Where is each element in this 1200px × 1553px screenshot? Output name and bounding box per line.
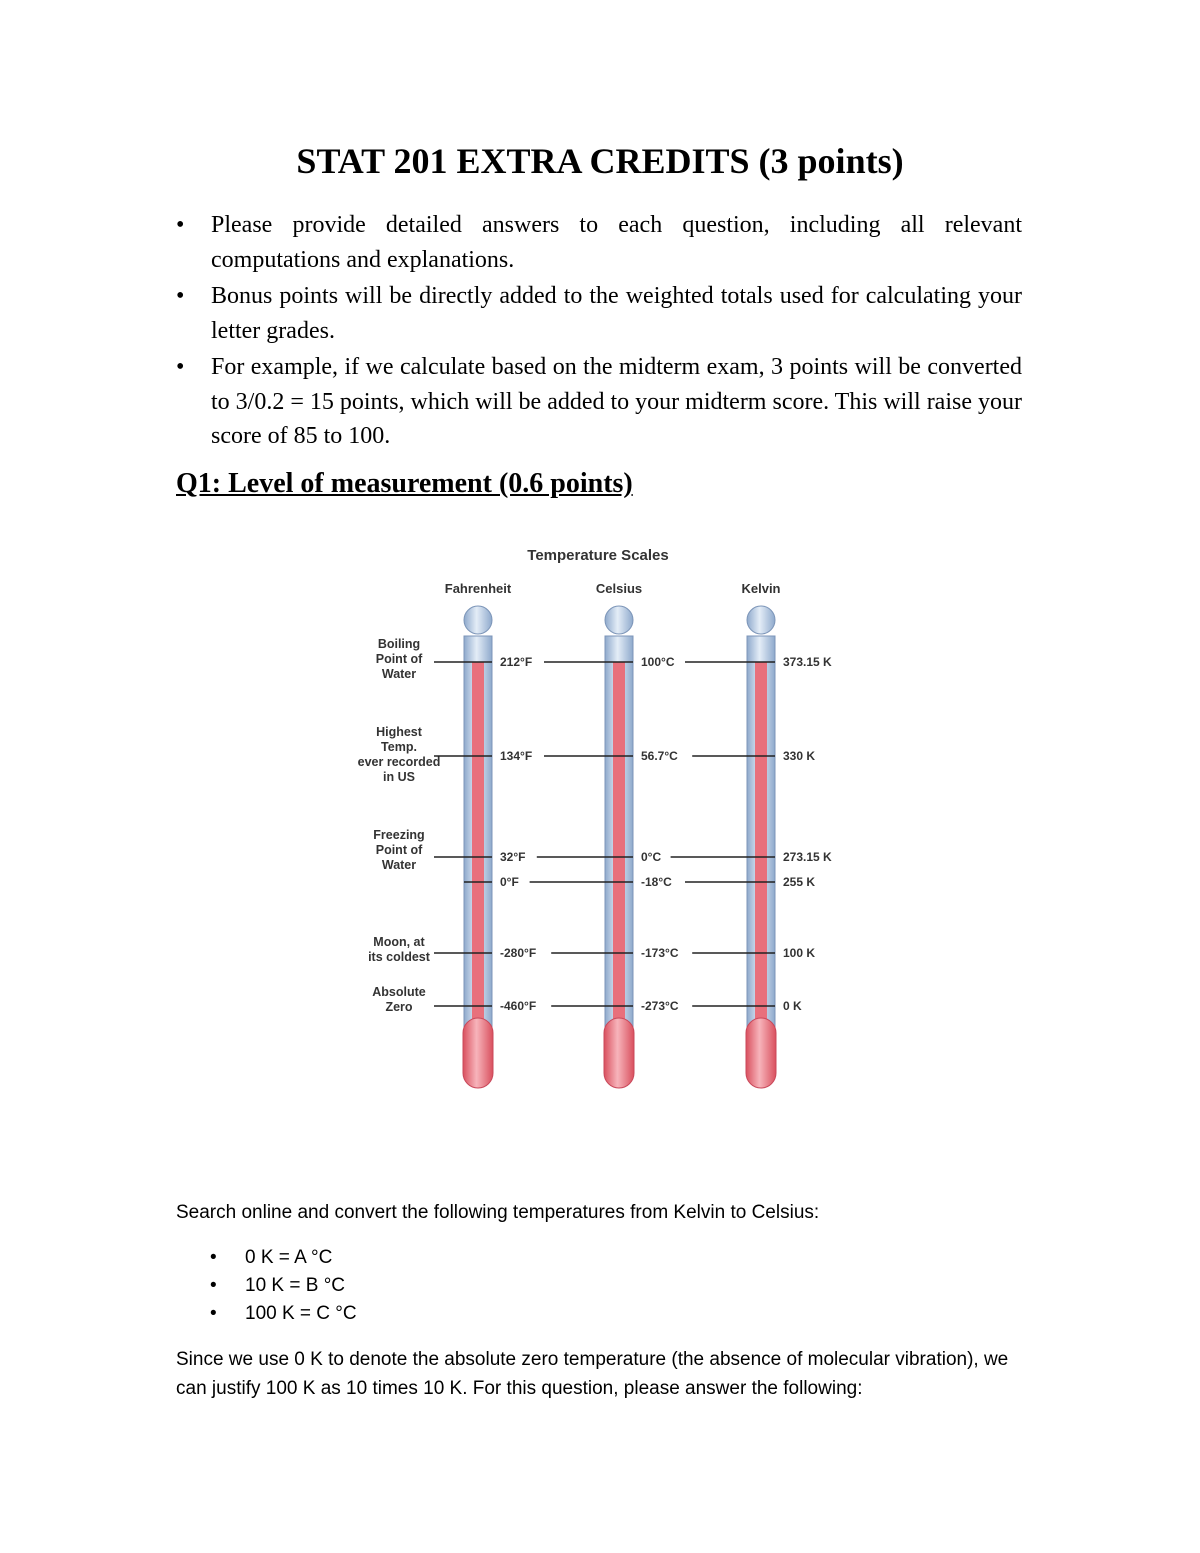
bullet-icon: • bbox=[210, 1247, 217, 1268]
value-label: 273.15 K bbox=[783, 850, 832, 864]
instruction-text: For example, if we calculate based on the midterm exam, 3 points will be converted to 3/0.2 = 15 points, which will be added to your midterm score. This will raise your score of 85 to 100. bbox=[211, 354, 1022, 449]
list-item bbox=[176, 350, 1022, 454]
bullet-icon: • bbox=[176, 283, 185, 309]
value-label: 330 K bbox=[783, 749, 816, 763]
instruction-text: Bonus points will be directly added to the weighted totals used for calculating your letter grades. bbox=[211, 283, 1022, 344]
thermometer-bulb bbox=[463, 1018, 493, 1088]
level-label: Absolute bbox=[372, 985, 426, 999]
value-label: 100°C bbox=[641, 655, 675, 669]
level-label: in US bbox=[383, 770, 415, 784]
thermometer-diagram bbox=[356, 540, 856, 1100]
value-label: -273°C bbox=[641, 999, 679, 1013]
thermometer-cap bbox=[605, 606, 633, 634]
value-label: 0 K bbox=[783, 999, 802, 1013]
value-label: -280°F bbox=[500, 946, 537, 960]
level-label: Point of bbox=[375, 843, 423, 857]
list-item bbox=[210, 1244, 357, 1272]
temperature-scales-figure bbox=[356, 540, 856, 1100]
value-label: 0°F bbox=[500, 875, 519, 889]
search-instruction: Search online and convert the following temperatures from Kelvin to Celsius: bbox=[176, 1202, 820, 1223]
conversion-text: 0 K = A °C bbox=[245, 1247, 333, 1268]
value-label: -460°F bbox=[500, 999, 537, 1013]
level-label: Zero bbox=[385, 1000, 413, 1014]
conversion-text: 10 K = B °C bbox=[245, 1275, 346, 1296]
value-label: 373.15 K bbox=[783, 655, 832, 669]
bullet-icon: • bbox=[210, 1303, 217, 1324]
value-label: 134°F bbox=[500, 749, 533, 763]
level-label: Water bbox=[381, 667, 417, 681]
value-label: 255 K bbox=[783, 875, 816, 889]
level-label: ever recorded bbox=[357, 755, 441, 769]
list-item bbox=[210, 1272, 357, 1300]
level-label: Highest bbox=[376, 725, 422, 739]
thermometer-bulb bbox=[746, 1018, 776, 1088]
thermometer-cap bbox=[747, 606, 775, 634]
level-label: Freezing bbox=[373, 828, 425, 842]
figure-title: Temperature Scales bbox=[527, 547, 669, 564]
conversion-list bbox=[210, 1244, 357, 1328]
bullet-icon: • bbox=[176, 212, 185, 238]
explanation-paragraph: Since we use 0 K to denote the absolute zero temperature (the absence of molecular vibration), we can justify 100 K as 10 times 10 K. For this question, please answer the following: bbox=[176, 1349, 1009, 1399]
level-label: its coldest bbox=[368, 950, 430, 964]
value-label: -173°C bbox=[641, 946, 679, 960]
value-label: 212°F bbox=[500, 655, 533, 669]
conversion-text: 100 K = C °C bbox=[245, 1303, 357, 1324]
level-label: Point of bbox=[375, 652, 423, 666]
value-label: 0°C bbox=[641, 850, 662, 864]
scale-heading: Celsius bbox=[595, 581, 643, 596]
value-label: -18°C bbox=[641, 875, 672, 889]
list-item bbox=[210, 1300, 357, 1328]
instructions-list bbox=[176, 208, 1022, 456]
list-item bbox=[176, 279, 1022, 348]
level-label: Moon, at bbox=[373, 935, 425, 949]
q1-heading: Q1: Level of measurement (0.6 points) bbox=[176, 468, 633, 499]
list-item bbox=[176, 208, 1022, 277]
page-title: STAT 201 EXTRA CREDITS (3 points) bbox=[296, 141, 904, 181]
scale-heading: Kelvin bbox=[741, 581, 781, 596]
level-label: Boiling bbox=[377, 637, 421, 651]
scale-heading: Fahrenheit bbox=[444, 581, 512, 596]
thermometer-bulb bbox=[604, 1018, 634, 1088]
bullet-icon: • bbox=[176, 354, 185, 380]
level-label: Water bbox=[381, 858, 417, 872]
instruction-text: Please provide detailed answers to each question, including all relevant computations and explanations. bbox=[211, 212, 1022, 273]
value-label: 100 K bbox=[783, 946, 816, 960]
bullet-icon: • bbox=[210, 1275, 217, 1296]
level-label: Temp. bbox=[381, 740, 417, 754]
thermometer-cap bbox=[464, 606, 492, 634]
value-label: 32°F bbox=[500, 850, 526, 864]
value-label: 56.7°C bbox=[641, 749, 678, 763]
